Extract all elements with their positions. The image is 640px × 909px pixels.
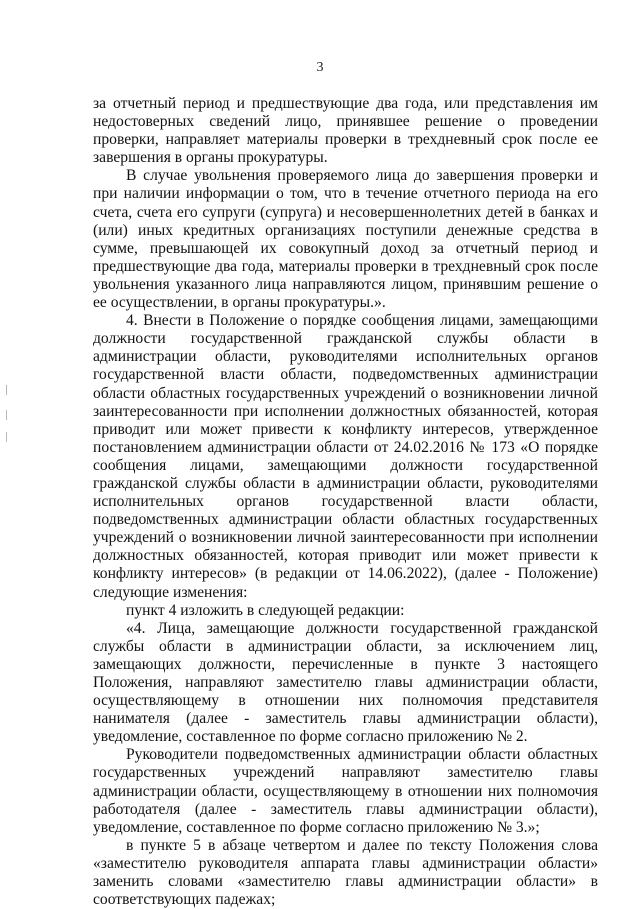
page-number: 3 [316, 60, 324, 75]
paragraph-continuation: за отчетный период и предшествующие два года, или представления им недостоверных сведений лицо, принявшее решение о проведении проверки, направляет материалы проверки в трехдневный срок после ее завершения в органы прокуратуры. [93, 95, 598, 167]
margin-mark [6, 432, 7, 442]
paragraph-heads-of-institutions: Руководители подведомственных администрации области областных государственных учреждений направляют заместителю главы администрации области, осуществляющему в отношении них полномочия работодателя (далее - заместитель главы администрации области), уведомление, составленное по форме согласно приложению № 3.»; [93, 746, 598, 836]
margin-mark [6, 385, 7, 395]
paragraph-point-5-amendment: в пункте 5 в абзаце четвертом и далее по тексту Положения слова «заместителю руководителя аппарата главы администрации области» заменить словами «заместителю главы администрации области» в соответствующих падежах; [93, 836, 598, 909]
paragraph-item-4-amendment: 4. Внести в Положение о порядке сообщения лицами, замещающими должности государственной гражданской службы области в администрации области, руководителями исполнительных органов государственной власти области, подведомственных администрации области областных государственных учреждений о возникновении личной заинтересованности при исполнении должностных обязанностей, которая приводит или может привести к конфликту интересов, утвержденное постановлением администрации области от 24.02.2016 № 173 «О порядке сообщения лицами, замещающими должности государственной гражданской службы области в администрации области, руководителями исполнительных органов государственной власти области, подведомственных администрации области областных государственных учреждений о возникновении личной заинтересованности при исполнении должностных обязанностей, которая приводит или может привести к конфликту интересов» (в редакции от 14.06.2022), (далее - Положение) следующие изменения: [93, 312, 598, 601]
paragraph-dismissal-case: В случае увольнения проверяемого лица до завершения проверки и при наличии информации о том, что в течение отчетного периода на его счета, счета его супруги (супруга) и несовершеннолетних детей в банках и (или) иных кредитных организациях поступили денежные средства в сумме, превышающей их совокупный доход за отчетный период и предшествующие два года, материалы проверки в трехдневный срок после увольнения указанного лица направляются лицом, принявшим решение о ее осуществлении, в органы прокуратуры.». [93, 167, 598, 312]
paragraph-point-4-intro: пункт 4 изложить в следующей редакции: [126, 601, 405, 619]
paragraph-new-point-4: «4. Лица, замещающие должности государственной гражданской службы области в администрации области, за исключением лиц, замещающих должности, перечисленные в пункте 3 настоящего Положения, направляют заместителю главы администрации области, осуществляющему в отношении них полномочия представителя нанимателя (далее - заместитель главы администрации области), уведомление, составленное по форме согласно приложению № 2. [93, 619, 598, 746]
document-body [93, 95, 598, 909]
margin-mark [6, 410, 7, 420]
